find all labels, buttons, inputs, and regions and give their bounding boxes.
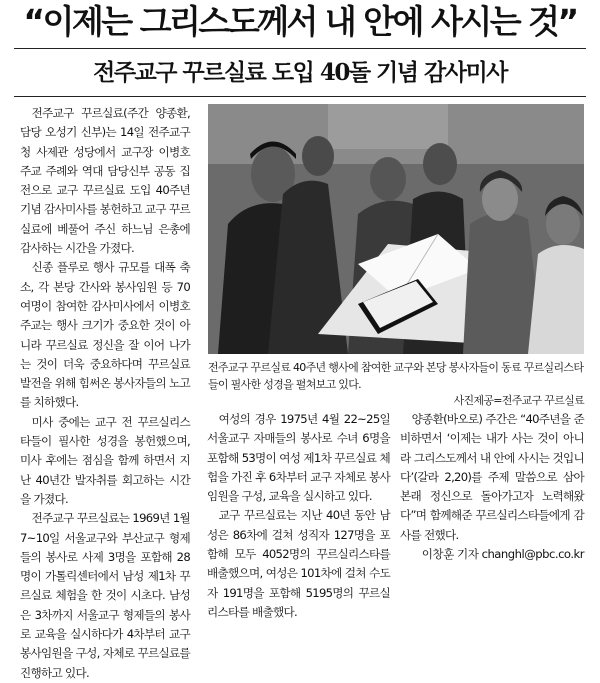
body-column-left bbox=[20, 104, 190, 680]
paragraph: 여성의 경우 1975년 4월 22~25일 서울교구 자매들의 봉사로 수녀 6명을 포함해 53명이 여성 제1차 꾸르실료 체험을 가진 후 6차부터 교구 자체로 봉사 임원을 구성, 교육을 실시하고 있다. bbox=[207, 412, 390, 504]
photo-credit: 사진제공=전주교구 꾸르실료 bbox=[453, 394, 584, 407]
photo-caption bbox=[208, 360, 584, 410]
body-column-right bbox=[400, 410, 584, 600]
body-column-middle bbox=[207, 410, 390, 619]
divider bbox=[14, 96, 586, 97]
byline: 이창훈 기자 changhl@pbc.co.kr bbox=[421, 547, 584, 562]
paragraph: 미사 중에는 교구 전 꾸르실리스타들이 필사한 성경을 봉헌했으며, 미사 후에는 점심을 함께 하면서 지난 40년간 발자취를 회고하는 시간을 가졌다. bbox=[20, 414, 190, 506]
paragraph: 전주교구 꾸르실료는 1969년 1월 7~10일 서울교구와 부산교구 형제들의 봉사로 사제 3명을 포함해 28명이 가톨릭센터에서 남성 제1차 꾸르실료 체험을 한 것이 시초다. 남성은 3차까지 서울교구 형제들의 봉사로 교육을 실시하다가 4차부터 교구 봉사임원을 구성, 자체로 꾸르실료를 진행하고 있다. bbox=[20, 511, 190, 680]
headline: “이제는 그리스도께서 내 안에 사시는 것” bbox=[23, 2, 577, 41]
paragraph: 양종환(바오로) 주간은 “40주년을 준비하면서 ‘이제는 내가 사는 것이 아니라 그리스도께서 내 안에 사시는 것입니다’(갈라 2,20)를 주제 말씀으로 삼아 본래 정신으로 돌아가고자 노력해왔다”며 함께해준 꾸르실리스타들에게 감사를 전했다. bbox=[400, 412, 584, 542]
paragraph: 전주교구 꾸르실료(주간 양종환, 담당 오성기 신부)는 14일 전주교구청 사제관 성당에서 교구장 이병호 주교 주례와 역대 담당신부 공동 집전으로 교구 꾸르실료 도입 40주년 기념 감사미사를 봉헌하고 교구 꾸르실료에 베풀어 주신 하느님 은총에 감사하는 시간을 가졌다. bbox=[20, 106, 190, 256]
caption-text: 전주교구 꾸르실료 40주년 행사에 참여한 교구와 본당 봉사자들이 동료 꾸르실리스타들이 필사한 성경을 펼쳐보고 있다. bbox=[208, 361, 584, 391]
subheadline: 전주교구 꾸르실료 도입 40돌 기념 감사미사 bbox=[93, 59, 507, 86]
news-photo bbox=[208, 104, 584, 354]
paragraph: 교구 꾸르실료는 지난 40년 동안 남성은 86차에 걸쳐 성직자 127명을 포함해 모두 4052명의 꾸르실리스타를 배출했으며, 여성은 101차에 걸쳐 수도자 191명을 포함해 5195명의 꾸르실리스타를 배출했다. bbox=[207, 508, 390, 619]
paragraph: 신종 플루로 행사 규모를 대폭 축소, 각 본당 간사와 봉사임원 등 70여명이 참여한 감사미사에서 이병호 주교는 행사 크기가 중요한 것이 아니라 꾸르실료 정신을 잘 이어 나가는 것이 더욱 중요하다며 꾸르실료 발전을 위해 힘써온 봉사자들의 노고를 치하했다. bbox=[20, 260, 190, 410]
divider bbox=[14, 48, 586, 49]
